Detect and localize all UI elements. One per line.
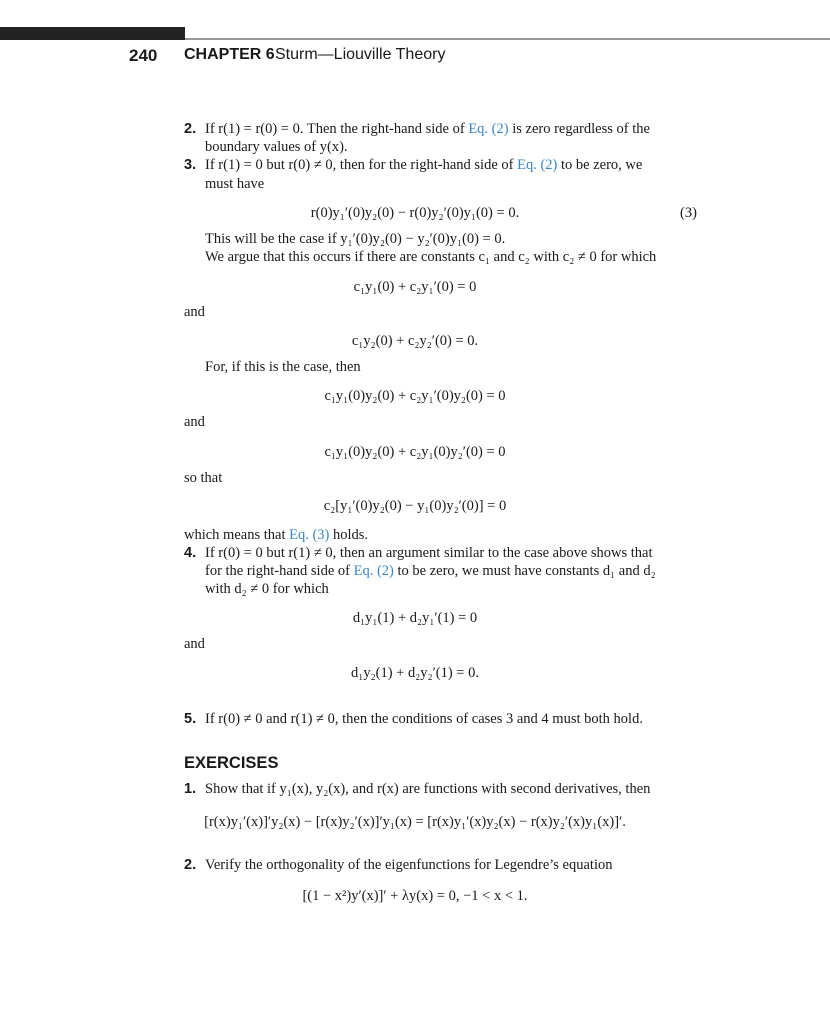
equation-f: d₁y₁(1) + d₂y₁′(1) = 0 bbox=[352, 610, 478, 626]
which-line bbox=[184, 527, 368, 543]
case-4-text-a: for the right-hand side of bbox=[205, 563, 350, 579]
exercises-heading: EXERCISES bbox=[184, 754, 279, 772]
chapter-title: Sturm—Liouville Theory bbox=[275, 46, 446, 63]
chapter-label: CHAPTER 6 bbox=[184, 46, 275, 63]
equation-3: r(0)y₁′(0)y₂(0) − r(0)y₂′(0)y₁(0) = 0. bbox=[310, 205, 520, 221]
case-5-number: 5. bbox=[184, 711, 197, 727]
equation-d: c₁y₁(0)y₂(0) + c₂y₁(0)y₂′(0) = 0 bbox=[324, 444, 506, 460]
page-number: 240 bbox=[129, 46, 158, 65]
exercise-2-equation: [(1 − x²)y′(x)]′ + λy(x) = 0, −1 < x < 1. bbox=[302, 888, 528, 904]
exercise-2-text: Verify the orthogonality of the eigenfunctions for Legendre’s equation bbox=[205, 857, 613, 873]
so-that-text: so that bbox=[184, 470, 223, 486]
for-text: For, if this is the case, then bbox=[205, 359, 361, 375]
and-text-1: and bbox=[184, 304, 205, 320]
case-4-line-3: with d₂ ≠ 0 for which bbox=[205, 581, 329, 597]
case-3-line-2: must have bbox=[205, 176, 265, 192]
equation-b: c₁y₂(0) + c₂y₂′(0) = 0. bbox=[351, 333, 479, 349]
equation-e: c₂[y₁′(0)y₂(0) − y₁(0)y₂′(0)] = 0 bbox=[323, 498, 507, 514]
header-rule bbox=[185, 38, 830, 40]
case-3-line-1 bbox=[205, 157, 642, 173]
exercise-1-number: 1. bbox=[184, 781, 197, 797]
case-2-text-a: If r(1) = r(0) = 0. Then the right-hand side of bbox=[205, 121, 465, 137]
equation-3-label: (3) bbox=[680, 205, 697, 221]
case-3-text-b: to be zero, we bbox=[560, 157, 643, 173]
case-2-number: 2. bbox=[184, 121, 197, 137]
which-text-b: holds. bbox=[333, 527, 369, 543]
eq-2-link[interactable]: Eq. (2) bbox=[468, 121, 509, 137]
case-3-line-3: This will be the case if y₁′(0)y₂(0) − y₂′(0)y₁(0) = 0. bbox=[205, 231, 506, 247]
case-4-number: 4. bbox=[184, 545, 197, 561]
header-bar bbox=[0, 27, 185, 40]
case-3-line-4: We argue that this occurs if there are constants c₁ and c₂ with c₂ ≠ 0 for which bbox=[205, 249, 657, 265]
which-text-a: which means that bbox=[184, 527, 286, 543]
case-4-text-b: to be zero, we must have constants d₁ and d₂ bbox=[397, 563, 656, 579]
case-2-line-1 bbox=[205, 121, 650, 137]
eq-3-link[interactable]: Eq. (3) bbox=[289, 527, 330, 543]
page-header bbox=[0, 46, 830, 68]
case-4-line-1: If r(0) = 0 but r(1) ≠ 0, then an argument similar to the case above shows that bbox=[205, 545, 653, 561]
case-2-line-2: boundary values of y(x). bbox=[205, 139, 348, 155]
exercise-2-number: 2. bbox=[184, 857, 197, 873]
case-3-number: 3. bbox=[184, 157, 197, 173]
eq-2-link[interactable]: Eq. (2) bbox=[517, 157, 558, 173]
equation-g: d₁y₂(1) + d₂y₂′(1) = 0. bbox=[351, 665, 479, 681]
case-2-text-b: is zero regardless of the bbox=[512, 121, 650, 137]
exercise-1-equation: [r(x)y₁′(x)]′y₂(x) − [r(x)y₂′(x)]′y₁(x) = [r(x)y₁′(x)y₂(x) − r(x)y₂′(x)y₁(x)]′. bbox=[204, 814, 626, 830]
and-text-2: and bbox=[184, 414, 205, 430]
case-3-text-a: If r(1) = 0 but r(0) ≠ 0, then for the right-hand side of bbox=[205, 157, 514, 173]
equation-c: c₁y₁(0)y₂(0) + c₂y₁′(0)y₂(0) = 0 bbox=[324, 388, 506, 404]
case-4-line-2 bbox=[205, 563, 656, 579]
equation-a: c₁y₁(0) + c₂y₁′(0) = 0 bbox=[353, 279, 477, 295]
exercise-1-text: Show that if y₁(x), y₂(x), and r(x) are functions with second derivatives, then bbox=[205, 781, 651, 797]
and-text-3: and bbox=[184, 636, 205, 652]
eq-2-link[interactable]: Eq. (2) bbox=[353, 563, 394, 579]
case-5-line-1: If r(0) ≠ 0 and r(1) ≠ 0, then the conditions of cases 3 and 4 must both hold. bbox=[205, 711, 643, 727]
